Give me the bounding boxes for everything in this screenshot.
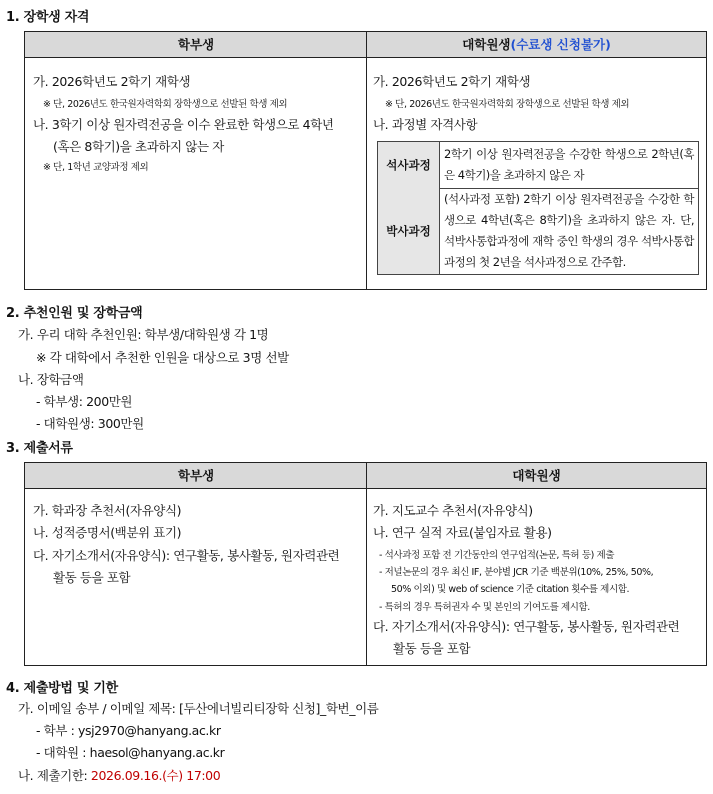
phd-text: (석사과정 포함) 2학기 이상 원자력전공을 수강한 학생으로 4학년(혹은 8학기)을 초과하지 않은 자. 단, 석박사통합과정에 재학 중인 학생의 경우 석박사통합과정의 첫 2년을 석사과정으로 간주함. bbox=[444, 192, 694, 269]
doc-grad-3: 다. 자기소개서(자유양식): 연구활동, 봉사활동, 원자력관련 bbox=[373, 619, 680, 634]
eligibility-header-grad bbox=[367, 32, 706, 58]
doc-grad-3-cont: 활동 등을 포함 bbox=[393, 641, 471, 656]
email-undergrad: - 학부 : ysj2970@hanyang.ac.kr bbox=[36, 723, 221, 738]
amount-undergrad: - 학부생: 200만원 bbox=[36, 394, 133, 409]
documents-header-grad: 대학원생 bbox=[367, 463, 706, 489]
doc-grad-note-3: 50% 이외) 및 web of science 기준 citation 횟수를 제시함. bbox=[391, 584, 630, 595]
grad-label: 대학원생 bbox=[462, 37, 511, 52]
deadline-label: 나. 제출기한: bbox=[18, 768, 91, 783]
section-2-title: 2. 추천인원 및 장학금액 bbox=[6, 306, 143, 321]
eligibility-table bbox=[24, 31, 707, 290]
amount-grad: - 대학원생: 300만원 bbox=[36, 416, 144, 431]
submit-method: 가. 이메일 송부 / 이메일 제목: [두산에너빌리티장학 신청]_학번_이름 bbox=[18, 701, 379, 716]
doc-undergrad-2: 나. 성적증명서(백분위 표기) bbox=[33, 525, 182, 540]
documents-table bbox=[24, 462, 707, 666]
doc-grad-2: 나. 연구 실적 자료(붙임자료 활용) bbox=[373, 525, 552, 540]
doc-undergrad-3-cont: 활동 등을 포함 bbox=[53, 570, 131, 585]
section-3-title: 3. 제출서류 bbox=[6, 441, 73, 456]
deadline-value: 2026.09.16.(수) 17:00 bbox=[90, 768, 221, 783]
documents-header-undergrad: 학부생 bbox=[25, 463, 367, 489]
section-4-title: 4. 제출방법 및 기한 bbox=[6, 681, 118, 696]
undergrad-req-1: 가. 2026학년도 2학기 재학생 bbox=[33, 74, 191, 89]
masters-label: 석사과정 bbox=[378, 142, 440, 188]
grad-req-1: 가. 2026학년도 2학기 재학생 bbox=[373, 74, 531, 89]
deadline-line bbox=[18, 766, 220, 784]
undergrad-req-2: 나. 3학기 이상 원자력전공을 이수 완료한 학생으로 4학년 bbox=[33, 117, 334, 132]
section-1-title: 1. 장학생 자격 bbox=[6, 10, 90, 25]
amount-heading: 나. 장학금액 bbox=[18, 372, 84, 387]
doc-undergrad-3: 다. 자기소개서(자유양식): 연구활동, 봉사활동, 원자력관련 bbox=[33, 548, 340, 563]
email-grad: - 대학원 : haesol@hanyang.ac.kr bbox=[36, 745, 225, 760]
doc-grad-note-2: - 저널논문의 경우 최신 IF, 분야별 JCR 기준 백분위(10%, 25%, 50%, bbox=[379, 567, 654, 578]
doc-undergrad-1: 가. 학과장 추천서(자유양식) bbox=[33, 503, 182, 518]
quota-line: 가. 우리 대학 추천인원: 학부생/대학원생 각 1명 bbox=[18, 327, 269, 342]
masters-text: 2학기 이상 원자력전공을 수강한 학생으로 2학년(혹은 4학기)을 초과하지 않은 자 bbox=[444, 147, 694, 182]
degree-table bbox=[377, 141, 699, 275]
no-completion-note: (수료생 신청불가) bbox=[510, 37, 611, 52]
undergrad-req-2-cont: (혹은 8학기)을 초과하지 않는 자 bbox=[53, 139, 224, 154]
doc-grad-1: 가. 지도교수 추천서(자유양식) bbox=[373, 503, 533, 518]
grad-note-1: ※ 단, 2026년도 한국원자력학회 장학생으로 선발된 학생 제외 bbox=[385, 99, 630, 110]
undergrad-note-2: ※ 단, 1학년 교양과정 제외 bbox=[43, 162, 149, 173]
undergrad-note-1: ※ 단, 2026년도 한국원자력학회 장학생으로 선발된 학생 제외 bbox=[43, 99, 288, 110]
eligibility-header-undergrad: 학부생 bbox=[25, 32, 367, 58]
doc-grad-note-4: - 특허의 경우 특허권자 수 및 본인의 기여도를 제시함. bbox=[379, 602, 590, 613]
quota-note: ※ 각 대학에서 추천한 인원을 대상으로 3명 선발 bbox=[36, 350, 289, 365]
phd-label: 박사과정 bbox=[378, 188, 440, 274]
grad-req-2: 나. 과정별 자격사항 bbox=[373, 117, 478, 132]
doc-grad-note-1: - 석사과정 포함 전 기간동안의 연구업적(논문, 특허 등) 제출 bbox=[379, 550, 615, 561]
